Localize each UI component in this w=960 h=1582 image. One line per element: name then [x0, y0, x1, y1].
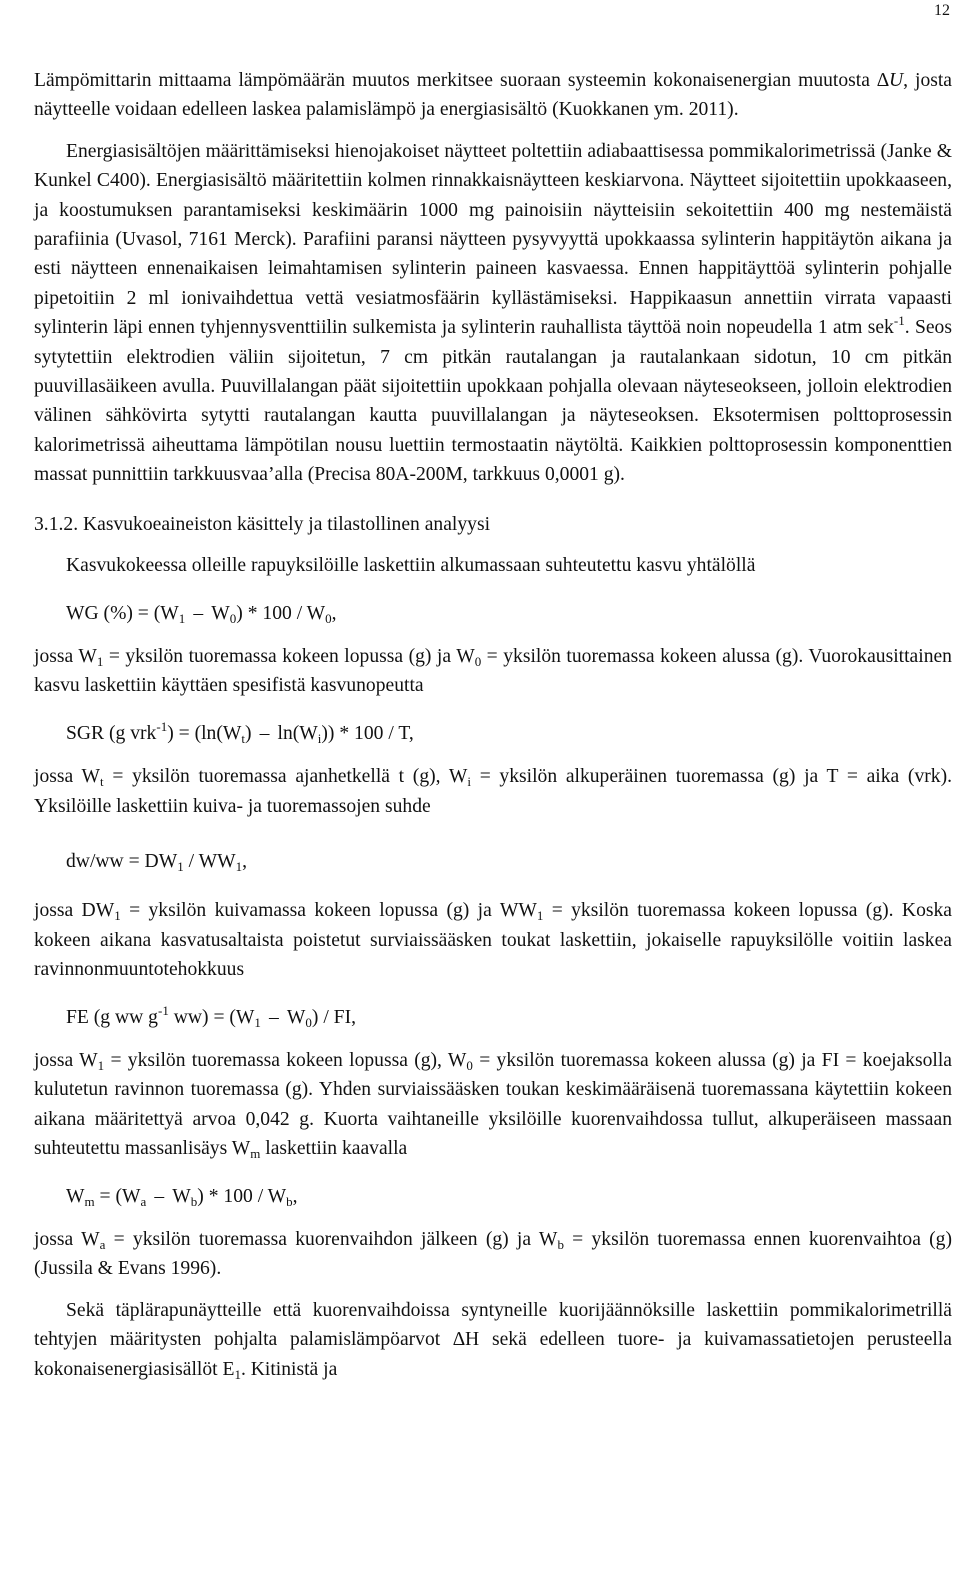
paragraph-wm-explanation: jossa $W_a$ = yksilön tuoremassa kuorenvaihdon jälkeen (g) ja $W_b$ = yksilön tuoremassa ennen kuorenvaihtoa (g) (Jussila & Evans 1996). — [34, 1229, 953, 1280]
paragraph-energy-content: Sekä täplärapunäytteille että kuorenvaihdoissa syntyneille kuorijäännöksille laskettiin pommikalorimetrillä tehtyjen määritysten pohjalta palamislämpöarvot ∆H sekä edelleen tuore- ja kuivamassatietojen perusteella kokonaisenergiasisällöt $E_1$. Kitinistä ja — [34, 1299, 952, 1382]
section-heading: 3.1.2. Kasvukoeaineiston käsittely ja tilastollinen analyysi — [34, 513, 491, 535]
paragraph-wg-explanation: jossa $W_1$ = yksilön tuoremassa kokeen lopussa (g) ja $W_0$ = yksilön tuoremassa kokeen alussa (g). Vuorokausittainen kasvu laskettiin käyttäen spesifistä kasvunopeutta — [34, 645, 952, 697]
paragraph-dwww-explanation: jossa $DW_1$ = yksilön kuivamassa kokeen lopussa (g) ja $WW_1$ = yksilön tuoremassa kokeen lopussa (g). Koska kokeen aikana kasvatusaltaista poistetut surviaissääsken toukat laskettiin, jokaiselle rapuyksilölle voitiin laskea ravinnonmuuntotehokkuus — [34, 900, 952, 981]
paragraph-fe-explanation: jossa $W_1$ = yksilön tuoremassa kokeen lopussa (g), $W_0$ = yksilön tuoremassa kokeen alussa (g) ja FI = koejaksolla kulutetun ravinnon tuoremassa (g). Yhden surviaissääsken toukan keskimääräisenä tuoremassana käytettiin kokeen aikana määritettyä arvoa 0,042 g. Kuorta vaihtaneille yksilöille kuorenvaihdossa tullut, alkuperäiseen massaan suhteutettu massanlisäys $W_m$ laskettiin kaavalla — [34, 1049, 952, 1162]
formula-wg: WG (%) = $(W_1 - W_0) * 100 / W_0$, — [66, 602, 337, 626]
paragraph-growth-intro: Kasvukokeessa olleille rapuyksilöille laskettiin alkumassaan suhteutettu kasvu yhtälöllä — [66, 555, 756, 577]
formula-fe: FE (g ww $g^{-1}$ $ww) = (W_1 - W_0)$ / FI, — [66, 1002, 357, 1030]
page-number: 12 — [934, 2, 950, 19]
formula-sgr: SGR (g $vrk^{-1}) = (\ln(W_t) - \ln(W_i)) * 100 / T$, — [66, 718, 414, 746]
paragraph-calorimeter-intro: Lämpömittarin mittaama lämpömäärän muutos merkitsee suoraan systeemin kokonaisenergian muutosta ∆U, josta näytteelle voidaan edelleen laskea palamislämpö ja energiasisältö (Kuokkanen ym. 2011). — [34, 70, 953, 121]
paragraph-sgr-explanation: jossa $W_t$ = yksilön tuoremassa ajanhetkellä t (g), $W_i$ = yksilön alkuperäinen tuoremassa (g) ja T = aika (vrk). Yksilöille laskettiin kuiva- ja tuoremassojen suhde — [34, 766, 952, 817]
formula-dwww: $dw/ww = DW_1 / WW_1$, — [66, 850, 247, 874]
formula-wm: $W_m = (W_a - W_b) * 100 / W_b$, — [66, 1185, 298, 1209]
document-page — [34, 66, 952, 1384]
paragraph-energy-method: Energiasisältöjen määrittämiseksi hienojakoiset näytteet poltettiin adiabaattisessa pommikalorimetrissä (Janke & Kunkel C400). Energiasisältö määritettiin kolmen rinnakkaisnäytteen keskiarvona. Näytteet sijoitettiin upokkaaseen, ja koostumuksen parantamiseksi keskimäärin 1000 mg painoisiin näytteisiin sekoitettiin 400 mg nestemäistä parafiinia (Uvasol, 7161 Merck). Parafiini paransi näytteen pysyvyyttä upokkaassa sylinterin happitäytön aikana ja esti näytteen ennenaikaisen leimahtamisen sylinterin paineen kasvaessa. Ennen happitäyttöä sylinterin pohjalle pipetoitiin 2 ml ionivaihdettua vettä vesiatmosfäärin kyllästämiseksi. Happikaasun annettiin virrata vapaasti sylinterin läpi ennen tyhjennysventtiilin sulkemista ja sylinterin rauhallista täyttöä noin nopeudella 1 atm sek$^{-1}$. Seos sytytettiin elektrodien väliin sijoitetun, 7 cm pitkän rautalangan ja rautalankaan sidotun, 10 cm pitkän puuvillasäikeen avulla. Puuvillalangan päät sijoitettiin upokkaan pohjalla olevaan näyteseokseen, jolloin elektrodien välinen sähkövirta sytytti rautalangan kautta puuvillalangan ja näyteseoksen. Eksotermisen polttoprosessin kalorimetrissä aiheuttama lämpötilan nousu luettiin termostaatin näytöltä. Kaikkien polttoprosessin komponenttien massat punnittiin tarkkuusvaa’alla (Precisa 80A-200M, tarkkuus 0,0001 g). — [34, 140, 952, 486]
